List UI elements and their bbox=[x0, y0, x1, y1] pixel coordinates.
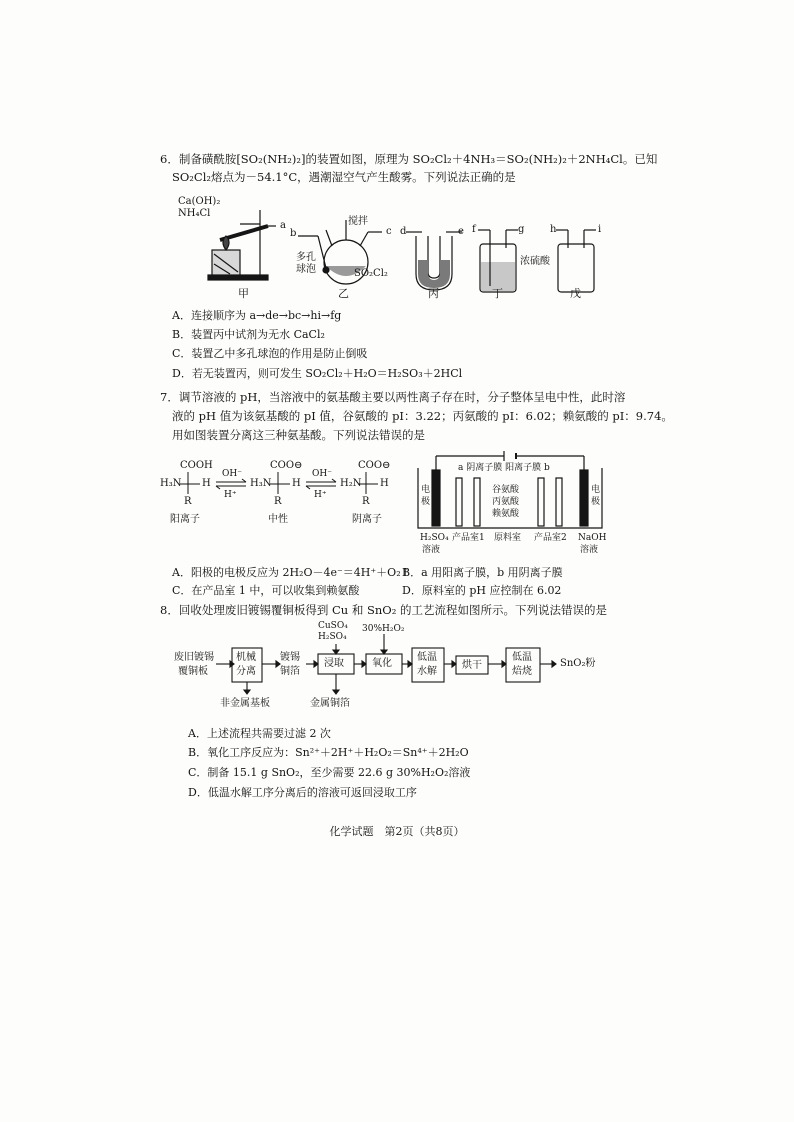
q6-apparatus-svg bbox=[150, 190, 650, 302]
flow-product: SnO₂粉 bbox=[560, 658, 596, 669]
flow-box-hydrolysis-2: 水解 bbox=[417, 666, 437, 677]
caption-ding: 丁 bbox=[492, 287, 503, 300]
label-anion: 阴离子 bbox=[352, 514, 382, 525]
label-aa-ala: 丙氨酸 bbox=[492, 497, 520, 507]
q6-option-c: C．装置乙中多孔球泡的作用是防止倒吸 bbox=[172, 347, 368, 360]
label-h-2: H bbox=[292, 478, 301, 489]
q7-option-d: D．原料室的 pH 应控制在 6.02 bbox=[402, 584, 562, 597]
flow-out-copper: 金属铜箔 bbox=[310, 698, 350, 709]
flow-box-roast-1: 低温 bbox=[512, 652, 532, 663]
label-neutral: 中性 bbox=[268, 514, 288, 525]
label-port-f: f bbox=[472, 224, 476, 235]
q7-option-a: A．阳极的电极反应为 2H₂O－4e⁻＝4H⁺＋O₂↑ bbox=[172, 566, 410, 579]
label-r-2: R bbox=[274, 496, 282, 507]
label-electrode-right: 电极 bbox=[591, 485, 601, 507]
label-electrode-left: 电极 bbox=[421, 485, 431, 507]
label-port-i: i bbox=[598, 224, 602, 235]
label-aa-lys: 赖氨酸 bbox=[492, 509, 520, 519]
label-feed-room: 原料室 bbox=[494, 533, 522, 543]
q7-option-c: C．在产品室 1 中，可以收集到赖氨酸 bbox=[172, 584, 360, 597]
flow-box-oxidize: 氧化 bbox=[372, 658, 392, 669]
label-naoh-soln: 溶液 bbox=[580, 545, 599, 555]
flow-mid-2: 铜箔 bbox=[280, 666, 300, 677]
q6-apparatus-figure bbox=[150, 190, 650, 302]
flow-start-2: 覆铜板 bbox=[178, 666, 208, 677]
q6-option-a: A．连接顺序为 a→de→bc→hi→fg bbox=[172, 309, 342, 322]
q6-option-d: D．若无装置丙，则可发生 SO₂Cl₂＋H₂O＝H₂SO₃＋2HCl bbox=[172, 367, 463, 380]
flow-reagent-h2so4: H₂SO₄ bbox=[318, 632, 347, 642]
q8-option-a: A．上述流程共需要过滤 2 次 bbox=[188, 727, 331, 740]
q7-option-b: B．a 用阳离子膜，b 用阴离子膜 bbox=[402, 566, 563, 579]
label-hplus-2: H⁺ bbox=[314, 490, 327, 500]
label-port-a: a bbox=[280, 220, 286, 231]
label-membranes: a 阴离子膜 阳离子膜 b bbox=[458, 463, 550, 473]
q8-stem-line1: 8．回收处理废旧镀锡覆铜板得到 Cu 和 SnO₂ 的工艺流程如图所示。下列说法错误的是 bbox=[160, 603, 607, 617]
label-port-b: b bbox=[290, 228, 297, 239]
caption-jia: 甲 bbox=[238, 287, 249, 300]
label-port-g: g bbox=[518, 224, 525, 235]
flow-reagent-h2o2: 30%H₂O₂ bbox=[362, 624, 405, 634]
flow-box-separate-2: 分离 bbox=[236, 666, 256, 677]
label-h3n-2: H₃N bbox=[250, 478, 272, 489]
label-r-1: R bbox=[184, 496, 192, 507]
label-coo-1: COO⊖ bbox=[270, 460, 303, 471]
label-oh-1: OH⁻ bbox=[222, 469, 242, 479]
q7-stem-line2: 液的 pH 值为该氨基酸的 pI 值，谷氨酸的 pI：3.22；丙氨酸的 pI：6.02；赖氨酸的 pI：9.74。 bbox=[172, 409, 673, 423]
label-bulb2: 球泡 bbox=[296, 264, 316, 275]
label-so2cl2: SO₂Cl₂ bbox=[354, 268, 388, 279]
q8-option-b: B．氧化工序反应为：Sn²⁺＋2H⁺＋H₂O₂＝Sn⁴⁺＋2H₂O bbox=[188, 746, 469, 759]
label-naoh: NaOH bbox=[578, 533, 607, 543]
flow-mid-1: 镀锡 bbox=[280, 652, 300, 663]
apparatus-bing bbox=[406, 232, 462, 290]
label-bulb1: 多孔 bbox=[296, 252, 316, 263]
label-cation: 阳离子 bbox=[170, 514, 200, 525]
flow-box-roast-2: 焙烧 bbox=[512, 666, 532, 677]
q7-stem-line3: 用如图装置分离这三种氨基酸。下列说法错误的是 bbox=[172, 428, 425, 442]
label-port-e: e bbox=[458, 226, 464, 237]
q8-option-d: D．低温水解工序分离后的溶液可返回浸取工序 bbox=[188, 786, 417, 799]
q7-equilibrium-figure bbox=[160, 452, 400, 532]
caption-yi: 乙 bbox=[338, 287, 349, 300]
q7-electrodialysis-figure bbox=[412, 450, 612, 560]
label-room2: 产品室2 bbox=[534, 533, 567, 543]
q6-stem-line1: 6．制备磺酰胺[SO₂(NH₂)₂]的装置如图，原理为 SO₂Cl₂＋4NH₃＝SO₂(NH₂)₂＋2NH₄Cl。已知 bbox=[160, 152, 658, 166]
label-stir: 搅拌 bbox=[348, 216, 368, 227]
flow-start-1: 废旧镀锡 bbox=[174, 652, 214, 663]
label-hplus-1: H⁺ bbox=[224, 490, 237, 500]
label-h2so4-soln: 溶液 bbox=[422, 545, 441, 555]
caption-wu: 戊 bbox=[570, 287, 581, 300]
label-port-c: c bbox=[386, 226, 392, 237]
label-oh-2: OH⁻ bbox=[312, 469, 332, 479]
flow-box-leach: 浸取 bbox=[324, 658, 344, 669]
apparatus-ding bbox=[478, 230, 518, 292]
label-h2so4: H₂SO₄ bbox=[420, 533, 449, 543]
label-r-3: R bbox=[362, 496, 370, 507]
flow-box-dry: 烘干 bbox=[462, 660, 482, 671]
flow-box-hydrolysis-1: 低温 bbox=[417, 652, 437, 663]
apparatus-wu bbox=[556, 230, 596, 292]
label-aa-glu: 谷氨酸 bbox=[492, 485, 520, 495]
label-cooh: COOH bbox=[180, 460, 213, 471]
label-port-d: d bbox=[400, 226, 407, 237]
q8-option-c: C．制备 15.1 g SnO₂，至少需要 22.6 g 30%H₂O₂溶液 bbox=[188, 766, 471, 779]
label-coo-2: COO⊖ bbox=[358, 460, 391, 471]
label-reagent1: Ca(OH)₂ bbox=[178, 196, 221, 207]
page-footer: 化学试题 第2页（共8页） bbox=[329, 825, 465, 838]
apparatus-jia bbox=[208, 210, 276, 280]
label-reagent2: NH₄Cl bbox=[178, 208, 211, 219]
flow-box-separate-1: 机械 bbox=[236, 652, 256, 663]
q6-stem-line2: SO₂Cl₂熔点为－54.1°C，遇潮湿空气产生酸雾。下列说法正确的是 bbox=[172, 170, 516, 184]
q6-option-b: B．装置丙中试剂为无水 CaCl₂ bbox=[172, 328, 325, 341]
label-room1: 产品室1 bbox=[452, 533, 485, 543]
q8-process-flow bbox=[170, 620, 640, 720]
flow-reagent-cuso4: CuSO₄ bbox=[318, 621, 348, 631]
label-h-1: H bbox=[202, 478, 211, 489]
flow-out-substrate: 非金属基板 bbox=[220, 698, 270, 709]
label-port-h: h bbox=[550, 224, 557, 235]
label-conc-acid: 浓硫酸 bbox=[520, 256, 550, 267]
label-h-3: H bbox=[380, 478, 389, 489]
label-h3n-1: H₃N bbox=[160, 478, 182, 489]
label-h2n: H₂N bbox=[340, 478, 362, 489]
caption-bing: 丙 bbox=[428, 287, 439, 300]
q7-stem-line1: 7．调节溶液的 pH，当溶液中的氨基酸主要以两性离子存在时，分子整体呈电中性，此时溶 bbox=[160, 390, 626, 404]
